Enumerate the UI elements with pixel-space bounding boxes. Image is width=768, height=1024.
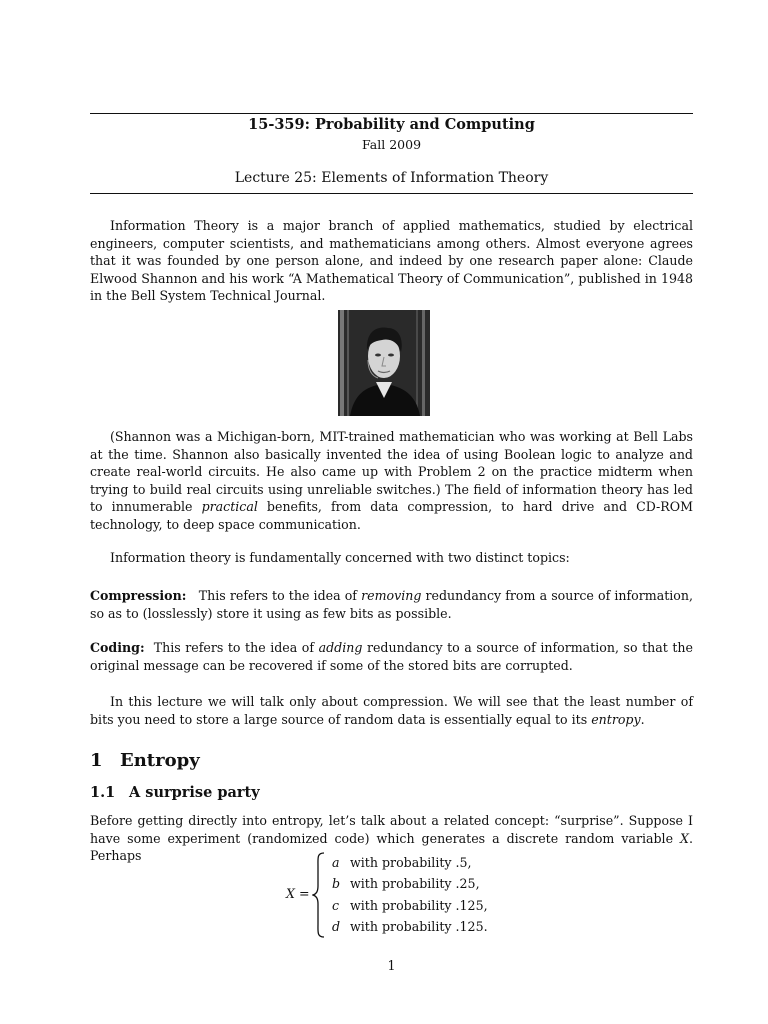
- compression-emphasis: removing: [361, 588, 422, 603]
- intro-paragraph: Information Theory is a major branch of applied mathematics, studied by electrical engineers, computer scientists, and mathematicians among others. Almost everyone agrees that it was founded by one person alone, and indeed by one research paper alone: Claude Elwood Shannon and his work “A Mathematical Theory of Communication”, published in 1948 in the Bell System Technical Journal.: [90, 218, 693, 304]
- case-probability: with probability .25,: [350, 876, 480, 891]
- course-title: 15-359: Probability and Computing: [248, 116, 535, 133]
- page-number: 1: [387, 958, 396, 973]
- compression-term: Compression:: [90, 588, 187, 603]
- case-row: [332, 876, 480, 891]
- case-row: [332, 898, 488, 913]
- equation-lhs: X =: [286, 886, 310, 901]
- course-term: Fall 2009: [361, 137, 422, 152]
- subsection-number: 1.1: [90, 784, 116, 801]
- shannon-paragraph: [90, 428, 693, 534]
- coding-emphasis: adding: [318, 640, 363, 655]
- coding-text-after: redundancy to a source of information, so that the original message can be recovered if some of the stored bits are corrupted.: [90, 640, 693, 673]
- case-probability: with probability .125.: [350, 919, 488, 934]
- surprise-text-before: Before getting directly into entropy, let’s talk about a related concept: “surprise”. Suppose I have some experiment (randomized code) which generates a discrete random variable: [90, 813, 693, 846]
- coding-term: Coding:: [90, 640, 145, 655]
- compression-text-after: redundancy from a source of information, so as to (losslessly) store it using as few bits as possible.: [90, 588, 694, 621]
- paper-page: [90, 0, 693, 1024]
- surprise-text-after: . Perhaps: [90, 830, 693, 864]
- section-heading-entropy: [90, 750, 200, 771]
- random-variable-equation: [286, 852, 546, 942]
- coding-definition: [90, 639, 693, 674]
- case-probability: with probability .125,: [350, 898, 488, 913]
- lecture-title: Lecture 25: Elements of Information Theory: [234, 170, 549, 186]
- header-bottom-rule: [90, 193, 693, 194]
- case-variable: c: [332, 898, 340, 913]
- shannon-portrait: [338, 310, 430, 416]
- focus-text-after: .: [640, 711, 645, 727]
- compression-text-before: This refers to the idea of: [198, 588, 362, 603]
- shannon-text-after: benefits, from data compression, to hard drive and CD-ROM technology, to deep space communication.: [90, 499, 693, 532]
- shannon-text-before: (Shannon was a Michigan-born, MIT-trained mathematician who was working at Bell Labs at the time. Shannon also basically invented the idea of using Boolean logic to analyze and create real-world circuits. He also came up with Problem 2 on the practice midterm when trying to build real circuits using unreliable switches.) The field of information theory has led to innumerable: [90, 429, 693, 515]
- case-probability: with probability .5,: [350, 855, 472, 870]
- case-row: [332, 919, 488, 934]
- section-number: 1: [90, 750, 103, 771]
- portrait-image: [338, 310, 430, 416]
- case-variable: d: [332, 919, 341, 934]
- case-variable: b: [332, 876, 341, 891]
- subsection-heading-surprise-party: [90, 784, 260, 801]
- surprise-variable: X: [680, 830, 689, 846]
- focus-emphasis: entropy: [591, 711, 641, 727]
- coding-text-before: This refers to the idea of: [153, 640, 319, 655]
- topics-intro-paragraph: Information theory is fundamentally concerned with two distinct topics:: [110, 550, 570, 565]
- left-brace: [312, 852, 326, 938]
- subsection-title: A surprise party: [129, 784, 260, 801]
- section-title: Entropy: [120, 750, 200, 771]
- shannon-text-emphasis: practical: [201, 499, 258, 515]
- focus-text-before: In this lecture we will talk only about compression. We will see that the least number of bits you need to store a large source of random data is essentially equal to its: [90, 694, 693, 727]
- lecture-focus-paragraph: [90, 693, 693, 728]
- case-row: [332, 855, 472, 870]
- case-variable: a: [332, 855, 340, 870]
- top-rule: [90, 113, 693, 114]
- compression-definition: [90, 587, 693, 622]
